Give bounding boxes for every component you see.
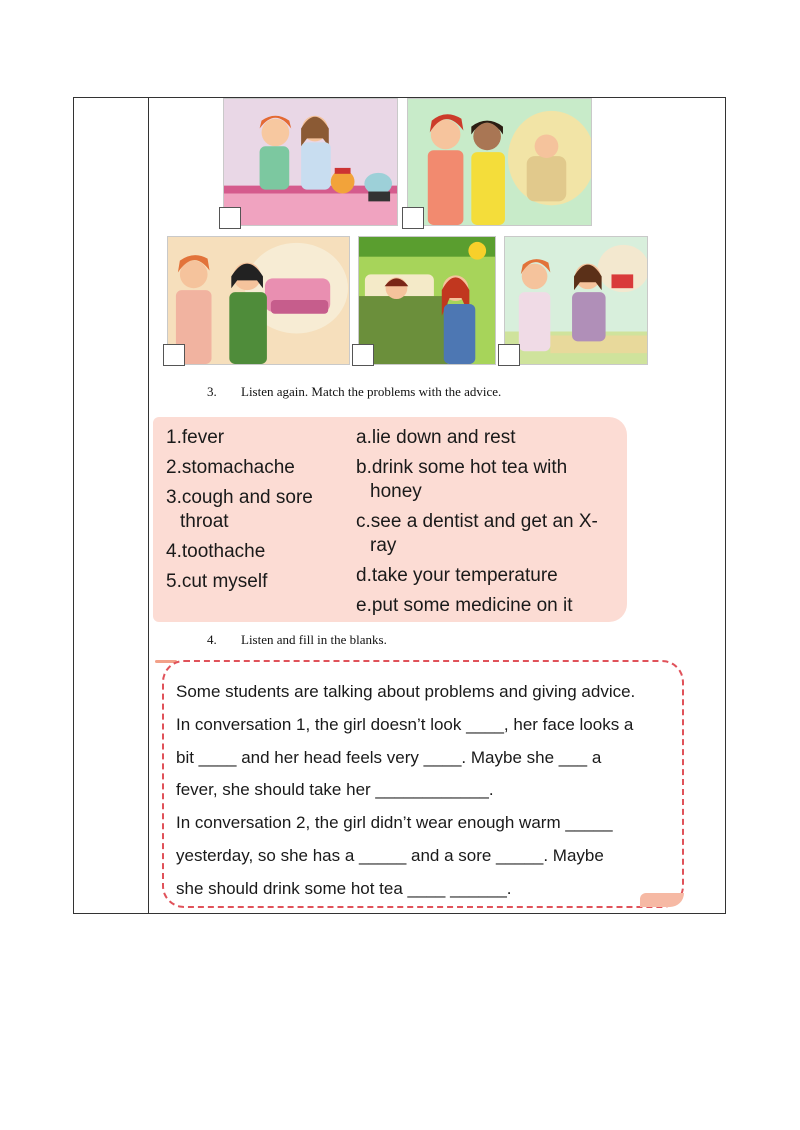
passage-line: fever, she should take her ____________. [176, 780, 494, 800]
instruction-number: 3. [207, 384, 217, 399]
answer-box-3[interactable] [163, 344, 185, 366]
passage-line: In conversation 1, the girl doesn’t look ____, her face looks a [176, 714, 634, 734]
advice-item: e.put some medicine on it [356, 595, 573, 616]
problem-item: 5.cut myself [166, 571, 268, 592]
instruction-text: Listen again. Match the problems with the advice. [241, 384, 502, 399]
picture-tired-rest [167, 236, 350, 365]
answer-box-2[interactable] [402, 207, 424, 229]
passage-line: bit ____ and her head feels very ____. Maybe she ___ a [176, 747, 602, 767]
passage-line: she should drink some hot tea ____ ______. [176, 878, 512, 898]
advice-item: b.drink some hot tea with [356, 457, 568, 478]
problem-item: 3.cough and sore [166, 487, 313, 508]
answer-box-1[interactable] [219, 207, 241, 229]
passage-line: Some students are talking about problems and giving advice. [176, 682, 636, 701]
answer-box-4[interactable] [352, 344, 374, 366]
advice-item-continued: honey [370, 481, 422, 502]
problem-item-continued: throat [180, 511, 229, 532]
advice-item: a.lie down and rest [356, 427, 516, 448]
problems-list [166, 426, 313, 600]
column-divider [148, 97, 149, 914]
instruction-number: 4. [207, 632, 217, 647]
advice-item: c.see a dentist and get an X- [356, 511, 598, 532]
passage-line: yesterday, so she has a _____ and a sore _____. Maybe [176, 845, 604, 865]
picture-honey-tea [223, 98, 398, 226]
problem-item: 2.stomachache [166, 457, 295, 478]
instruction-4 [207, 632, 387, 648]
picture-cut-finger [504, 236, 648, 365]
passage [176, 676, 676, 906]
advice-item: d.take your temperature [356, 565, 558, 586]
answer-box-5[interactable] [498, 344, 520, 366]
passage-line: In conversation 2, the girl didn’t wear enough warm _____ [176, 813, 613, 833]
instruction-text: Listen and fill in the blanks. [241, 632, 387, 647]
advice-item-continued: ray [370, 535, 397, 556]
problem-item: 4.toothache [166, 541, 266, 562]
advice-list [356, 426, 598, 624]
picture-fever-bed [358, 236, 496, 365]
picture-toothache [407, 98, 592, 226]
instruction-3 [207, 384, 501, 400]
problem-item: 1.fever [166, 427, 225, 448]
